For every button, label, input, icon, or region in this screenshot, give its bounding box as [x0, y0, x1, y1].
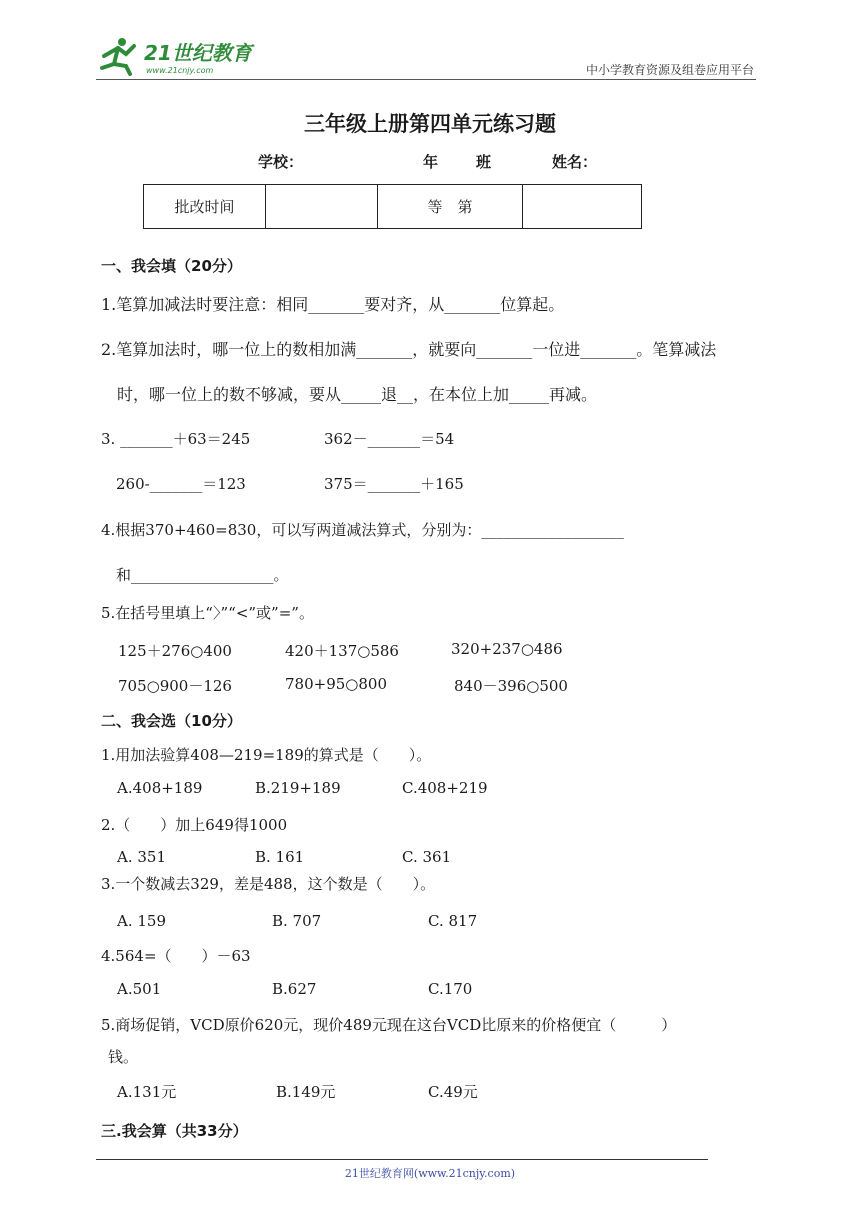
s1-question-4-line-1: 4.根据370+460=830，可以写两道减法算式，分别为：___________________ — [101, 521, 624, 539]
page-title: 三年级上册第四单元练习题 — [304, 112, 556, 136]
header-divider — [96, 79, 756, 80]
s1-question-3c: 260-_______＝123 — [116, 475, 246, 493]
s2-q4-option-b: B.627 — [272, 980, 317, 998]
s2-q2-option-c: C. 361 — [402, 848, 452, 866]
s2-q5-option-c: C.49元 — [428, 1083, 478, 1101]
s2-question-1: 1.用加法验算408—219=189的算式是（ ）。 — [101, 746, 432, 764]
s2-q2-option-b: B. 161 — [255, 848, 305, 866]
s1-question-4-line-2: 和___________________。 — [116, 566, 289, 584]
s2-q3-option-a: A. 159 — [117, 912, 166, 930]
section-1-heading: 一、我会填（20分） — [101, 257, 242, 275]
s2-q2-option-a: A. 351 — [117, 848, 166, 866]
s2-question-5-line-2: 钱。 — [108, 1048, 139, 1066]
grade-label: 年 — [423, 153, 439, 171]
s1-question-2-line-1: 2.笔算加法时，哪一位上的数相加满_______，就要向_______一位进_______。笔算减法 — [101, 340, 717, 359]
compare-item: 320+237○486 — [451, 640, 563, 658]
compare-item: 705○900－126 — [118, 677, 232, 695]
grading-table — [143, 184, 642, 229]
s1-question-3a: 3. _______＋63＝245 — [101, 430, 251, 448]
s2-q3-option-c: C. 817 — [428, 912, 478, 930]
s1-question-3b: 362－_______＝54 — [324, 430, 455, 448]
compare-item: 420＋137○586 — [285, 642, 399, 660]
s1-question-5: 5.在括号里填上“〉”“<”或”=”。 — [101, 604, 314, 622]
s2-question-4: 4.564=（ ）－63 — [101, 947, 251, 965]
s2-q1-option-c: C.408+219 — [402, 779, 488, 797]
section-3-heading: 三.我会算（共33分） — [101, 1122, 248, 1140]
svg-text:www.21cnjy.com: www.21cnjy.com — [146, 66, 214, 75]
s2-q5-option-a: A.131元 — [117, 1083, 177, 1101]
platform-tagline: 中小学教育资源及组卷应用平台 — [585, 63, 754, 77]
footer-link[interactable]: 21世纪教育网(www.21cnjy.com) — [344, 1167, 516, 1180]
runner-logo-icon — [96, 34, 266, 76]
s1-question-1: 1.笔算加减法时要注意：相同_______要对齐，从_______位算起。 — [101, 295, 565, 314]
section-2-heading: 二、我会选（10分） — [101, 712, 242, 730]
compare-item: 780+95○800 — [285, 675, 388, 693]
school-label: 学校： — [258, 153, 304, 171]
s2-question-3: 3.一个数减去329，差是488，这个数是（ ）。 — [101, 875, 436, 893]
grading-time-field[interactable] — [266, 185, 378, 229]
compare-item: 125＋276○400 — [118, 642, 232, 660]
s2-question-2: 2.（ ）加上649得1000 — [101, 816, 288, 834]
compare-item: 840－396○500 — [454, 677, 568, 695]
site-logo — [96, 34, 266, 76]
name-label: 姓名： — [552, 153, 598, 171]
s2-q3-option-b: B. 707 — [272, 912, 322, 930]
class-label: 班 — [476, 153, 492, 171]
s2-q1-option-b: B.219+189 — [255, 779, 341, 797]
grading-time-label: 批改时间 — [144, 185, 266, 229]
s2-q4-option-a: A.501 — [117, 980, 162, 998]
s1-question-3d: 375＝_______＋165 — [324, 475, 464, 493]
s1-question-2-line-2: 时，哪一位上的数不够减，要从_____退__，在本位上加_____再减。 — [117, 385, 598, 404]
grade-level-label: 等 第 — [378, 185, 523, 229]
s2-q4-option-c: C.170 — [428, 980, 473, 998]
svg-text:21世纪教育: 21世纪教育 — [144, 41, 252, 65]
grade-level-field[interactable] — [523, 185, 642, 229]
s2-q1-option-a: A.408+189 — [117, 779, 203, 797]
footer-divider — [96, 1159, 708, 1160]
s2-q5-option-b: B.149元 — [276, 1083, 336, 1101]
s2-question-5-line-1: 5.商场促销，VCD原价620元，现价489元现在这台VCD比原来的价格便宜（ ） — [101, 1016, 677, 1034]
